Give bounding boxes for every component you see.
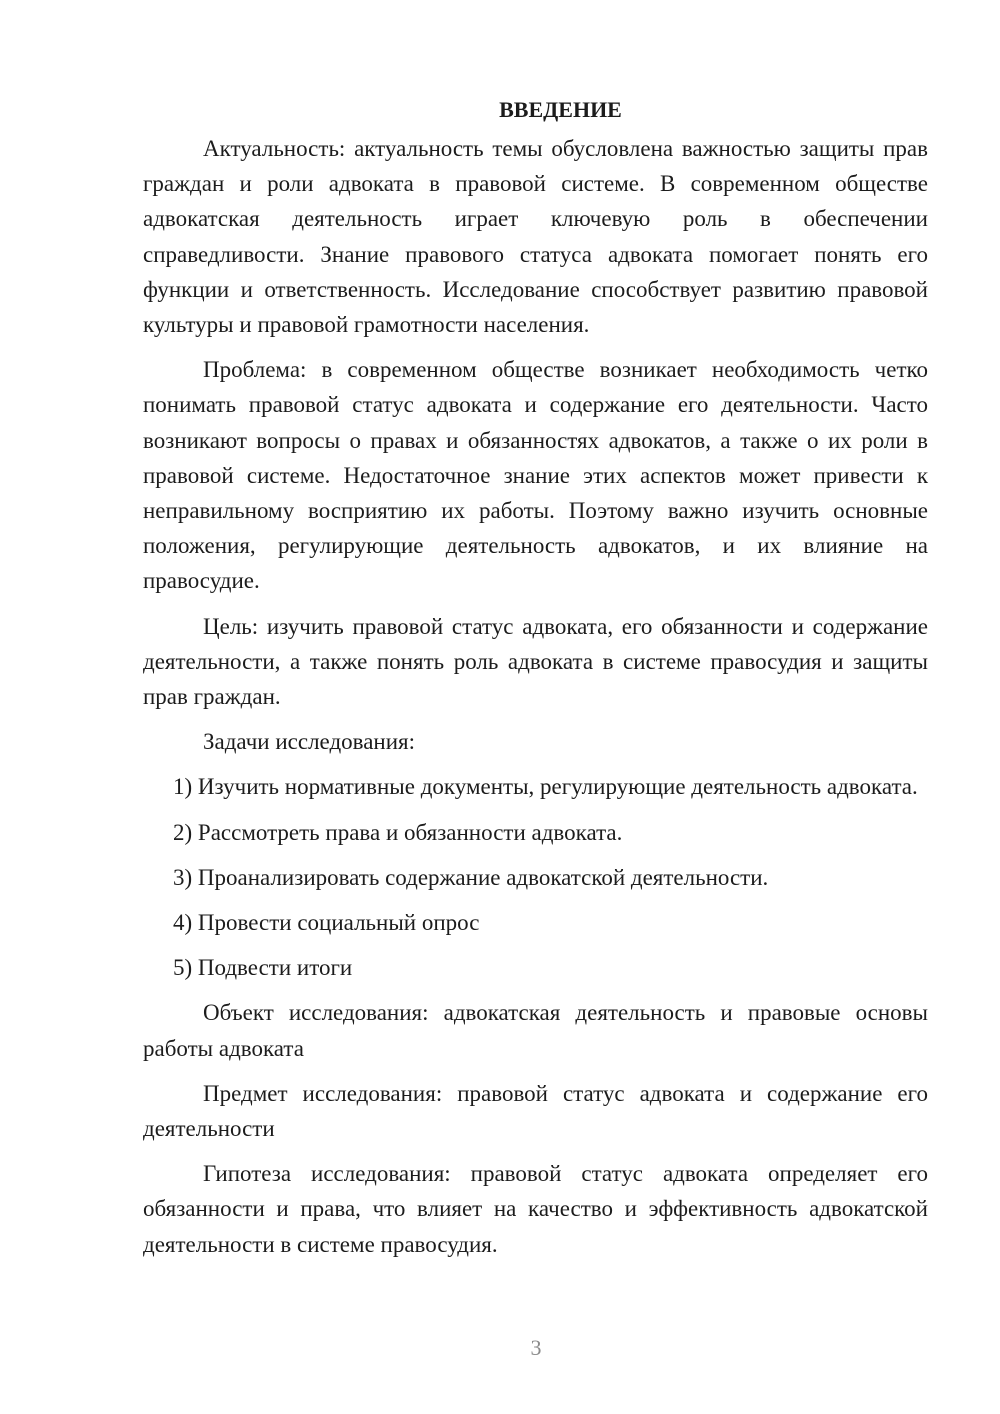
relevance-paragraph: Актуальность: актуальность темы обусловлена важностью защиты прав граждан и роли адвоката в правовой системе. В современном обществе адвокатская деятельность играет ключевую роль в обеспечении справедливости. Знание правового статуса адвоката помогает понять его функции и ответственность. Исследование способствует развитию правовой культуры и правовой грамотности населения. [143,136,928,338]
problem-paragraph: Проблема: в современном обществе возникает необходимость четко понимать правовой статус адвоката и содержание его деятельности. Часто возникают вопросы о правах и обязанностях адвокатов, а также о их роли в правовой системе. Недостаточное знание этих аспектов может привести к неправильному восприятию их работы. Поэтому важно изучить основные положения, регулирующие деятельность адвокатов, и их влияние на правосудие. [143,357,928,594]
goal-paragraph: Цель: изучить правовой статус адвоката, его обязанности и содержание деятельности, а также понять роль адвоката в системе правосудия и защиты прав граждан. [143,613,928,710]
subject-paragraph: Предмет исследования: правовой статус адвоката и содержание его деятельности [143,1080,928,1142]
page-content [143,92,928,1262]
task-item: 4) Провести социальный опрос [173,910,480,936]
task-item: 5) Подвести итоги [173,955,353,981]
hypothesis-paragraph: Гипотеза исследования: правовой статус адвоката определяет его обязанности и права, что влияет на качество и эффективность адвокатской деятельности в системе правосудия. [143,1161,928,1257]
page-number: 3 [530,1335,542,1360]
task-item: 1) Изучить нормативные документы, регулирующие деятельность адвоката. [173,774,918,800]
tasks-list [143,769,928,985]
task-item: 2) Рассмотреть права и обязанности адвоката. [173,819,623,845]
page-heading: ВВЕДЕНИЕ [499,97,622,122]
object-paragraph: Объект исследования: адвокатская деятельность и правовые основы работы адвоката [143,1000,928,1061]
task-item: 3) Проанализировать содержание адвокатской деятельности. [173,864,769,890]
tasks-heading: Задачи исследования: [203,729,416,755]
